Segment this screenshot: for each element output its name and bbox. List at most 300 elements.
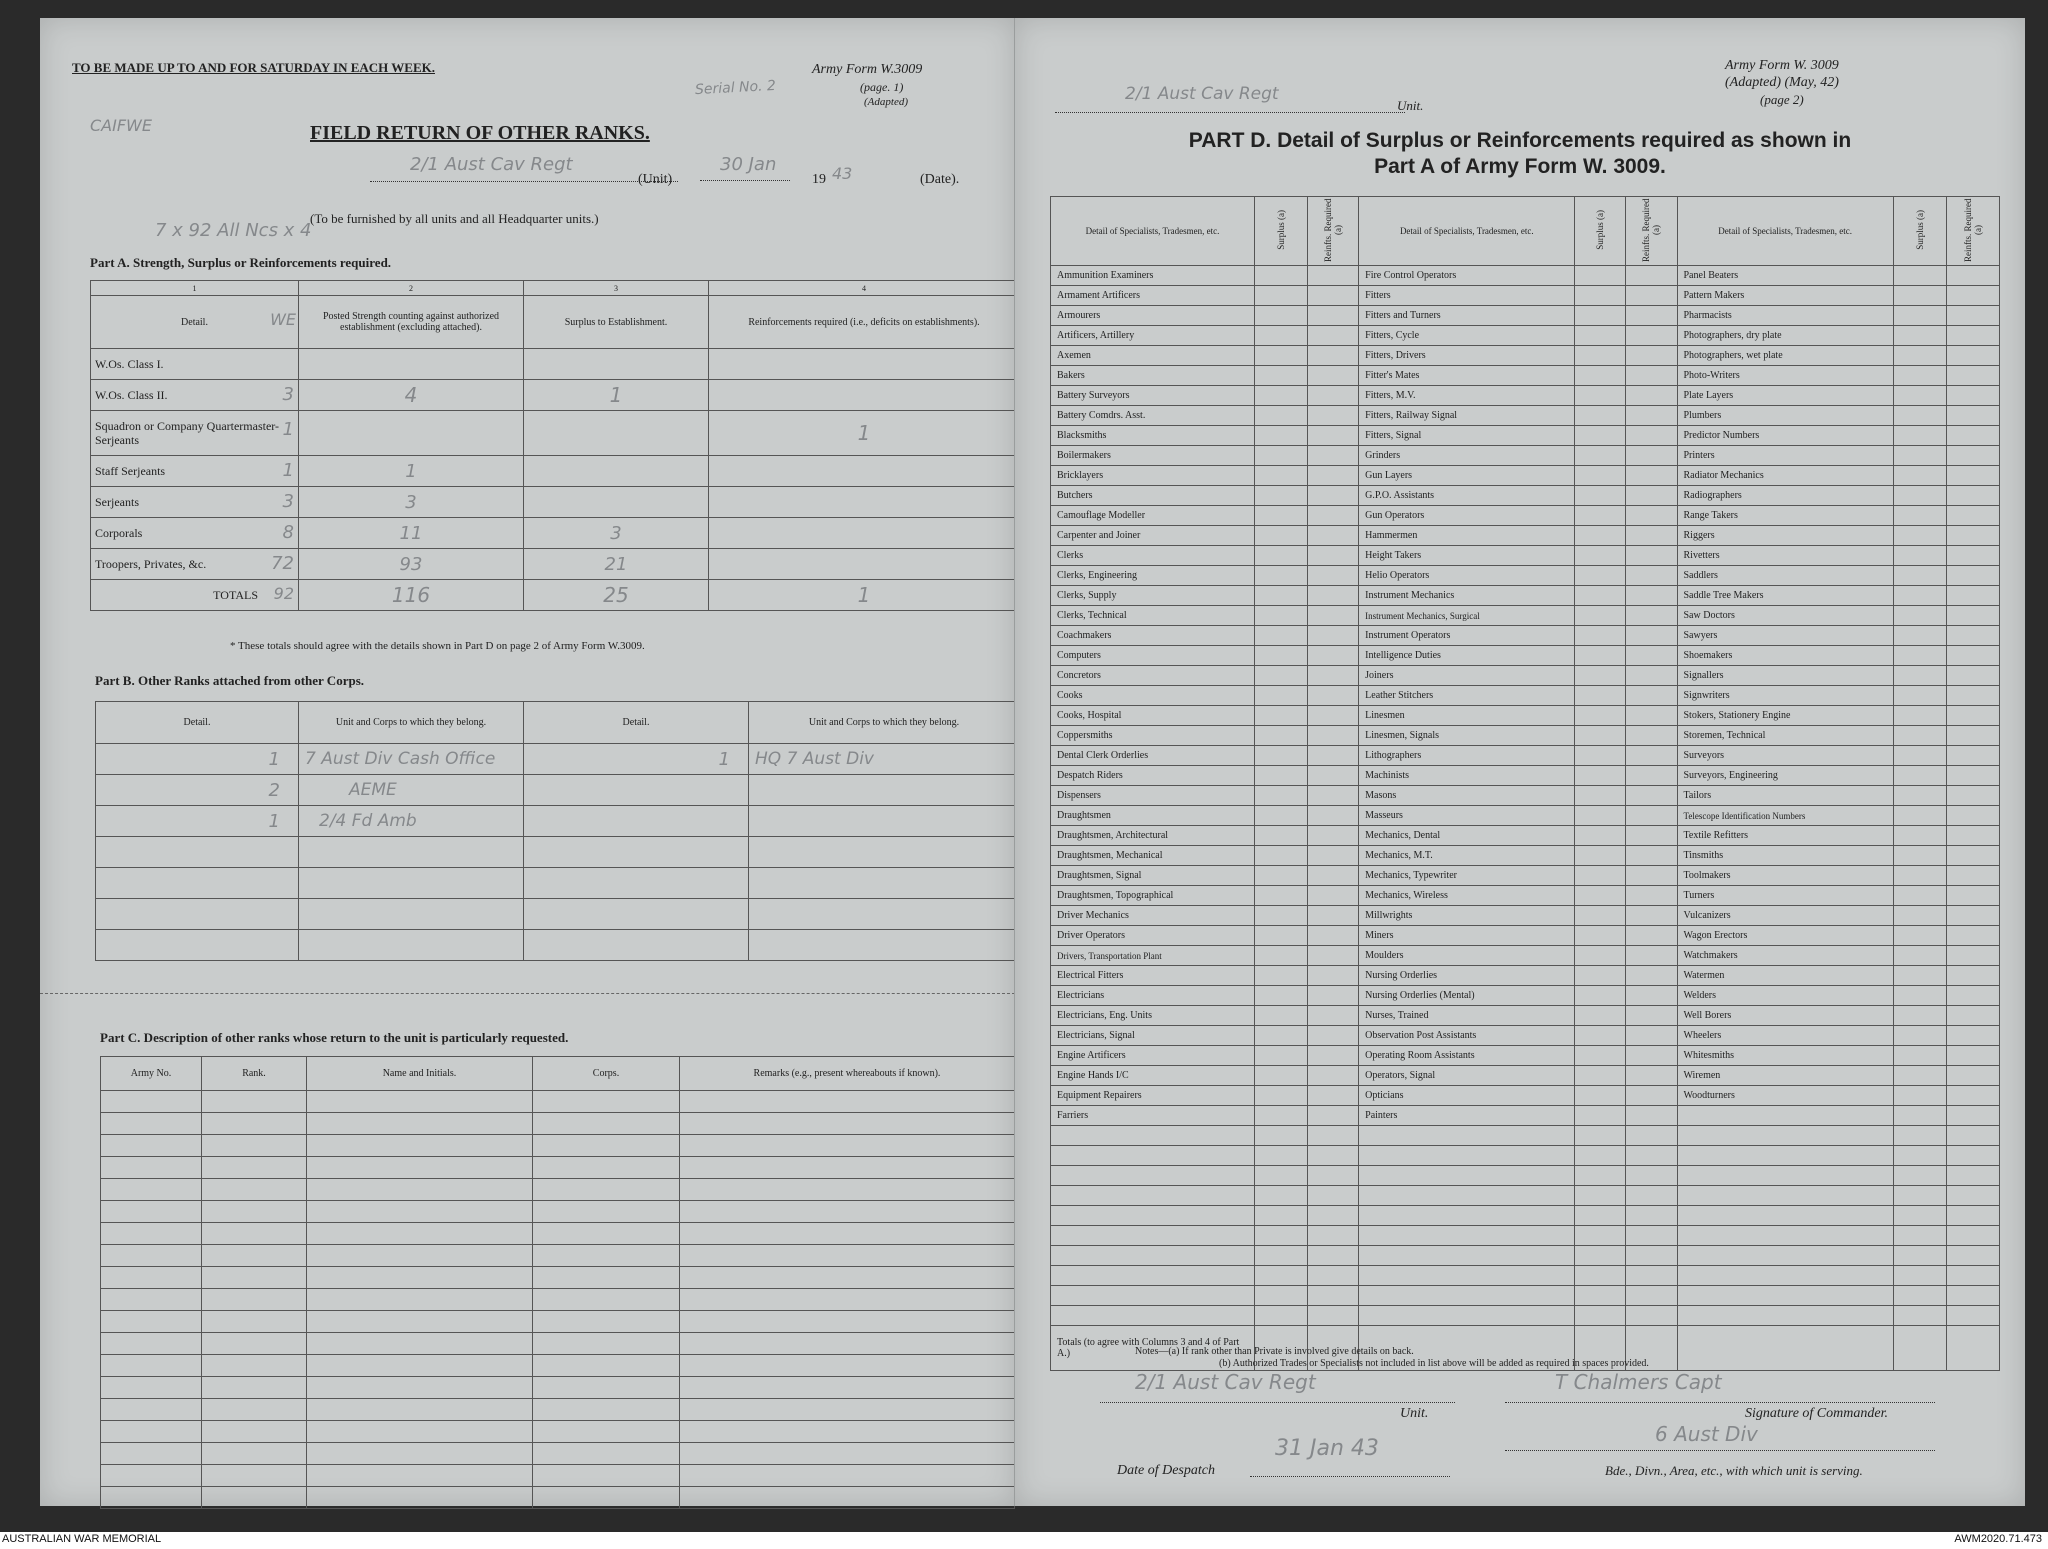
reinf-cell[interactable]	[1946, 586, 1999, 606]
reinf-cell[interactable]	[1946, 646, 1999, 666]
reinf-cell[interactable]	[1946, 346, 1999, 366]
blank-cell[interactable]	[1308, 1306, 1359, 1326]
surplus-cell[interactable]	[1893, 606, 1946, 626]
reinf-cell[interactable]	[1946, 926, 1999, 946]
surplus-cell[interactable]	[1893, 406, 1946, 426]
blank-cell[interactable]	[1255, 1226, 1308, 1246]
reinf-cell[interactable]	[1626, 986, 1677, 1006]
reinf-cell[interactable]	[1626, 346, 1677, 366]
surplus-cell[interactable]	[1575, 626, 1626, 646]
surplus-cell[interactable]	[1893, 366, 1946, 386]
reinf-cell[interactable]	[1626, 726, 1677, 746]
surplus-cell[interactable]	[1893, 546, 1946, 566]
surplus-cell[interactable]	[1575, 1126, 1626, 1146]
surplus-cell[interactable]	[1893, 566, 1946, 586]
surplus-cell[interactable]	[1255, 806, 1308, 826]
blank-cell[interactable]	[1626, 1166, 1677, 1186]
surplus-cell[interactable]	[1893, 306, 1946, 326]
reinf-cell[interactable]	[1946, 666, 1999, 686]
reinf-cell[interactable]	[1626, 306, 1677, 326]
reinf-cell[interactable]	[1308, 566, 1359, 586]
surplus-cell[interactable]	[1893, 526, 1946, 546]
blank-cell[interactable]	[1893, 1186, 1946, 1206]
surplus-cell[interactable]	[1575, 1066, 1626, 1086]
reinf-cell[interactable]	[1946, 446, 1999, 466]
reinf-cell[interactable]	[1626, 526, 1677, 546]
surplus-cell[interactable]	[1575, 346, 1626, 366]
reinf-cell[interactable]	[1946, 966, 1999, 986]
reinf-cell[interactable]	[1626, 386, 1677, 406]
reinf-cell[interactable]	[1626, 786, 1677, 806]
surplus-cell[interactable]	[1575, 906, 1626, 926]
reinf-cell[interactable]	[1308, 306, 1359, 326]
surplus-cell[interactable]	[1575, 366, 1626, 386]
reinf-cell[interactable]	[1308, 746, 1359, 766]
surplus-cell[interactable]	[1893, 1106, 1946, 1126]
reinf-cell[interactable]	[1946, 286, 1999, 306]
reinf-cell[interactable]	[1626, 926, 1677, 946]
reinf-cell[interactable]	[1946, 726, 1999, 746]
surplus-cell[interactable]	[1893, 586, 1946, 606]
surplus-cell[interactable]	[1255, 266, 1308, 286]
reinf-cell[interactable]	[1946, 1146, 1999, 1166]
reinf-cell[interactable]	[1626, 806, 1677, 826]
blank-cell[interactable]	[1626, 1206, 1677, 1226]
reinf-cell[interactable]	[1308, 846, 1359, 866]
surplus-cell[interactable]	[1575, 846, 1626, 866]
reinf-cell[interactable]	[1308, 626, 1359, 646]
surplus-cell[interactable]	[1255, 486, 1308, 506]
surplus-cell[interactable]	[1575, 526, 1626, 546]
surplus-cell[interactable]	[1893, 906, 1946, 926]
surplus-cell[interactable]	[1255, 646, 1308, 666]
blank-cell[interactable]	[1946, 1166, 1999, 1186]
surplus-cell[interactable]	[1575, 826, 1626, 846]
reinf-cell[interactable]	[1946, 386, 1999, 406]
reinf-cell[interactable]	[1308, 586, 1359, 606]
reinf-cell[interactable]	[1946, 1006, 1999, 1026]
reinf-cell[interactable]	[1946, 766, 1999, 786]
reinf-cell[interactable]	[1308, 866, 1359, 886]
reinf-cell[interactable]	[1626, 646, 1677, 666]
surplus-cell[interactable]	[1893, 726, 1946, 746]
reinf-cell[interactable]	[1308, 406, 1359, 426]
surplus-cell[interactable]	[1893, 826, 1946, 846]
reinf-cell[interactable]	[1946, 706, 1999, 726]
blank-cell[interactable]	[1308, 1166, 1359, 1186]
reinf-cell[interactable]	[1626, 1026, 1677, 1046]
surplus-cell[interactable]	[1575, 1006, 1626, 1026]
reinf-cell[interactable]	[1626, 1146, 1677, 1166]
reinf-cell[interactable]	[1308, 1026, 1359, 1046]
reinf-cell[interactable]	[1308, 886, 1359, 906]
reinf-cell[interactable]	[1626, 446, 1677, 466]
blank-cell[interactable]	[1626, 1266, 1677, 1286]
blank-cell[interactable]	[1575, 1226, 1626, 1246]
reinf-cell[interactable]	[1626, 666, 1677, 686]
blank-cell[interactable]	[1575, 1286, 1626, 1306]
reinf-cell[interactable]	[1308, 386, 1359, 406]
reinf-cell[interactable]	[1946, 786, 1999, 806]
blank-cell[interactable]	[1255, 1206, 1308, 1226]
blank-cell[interactable]	[1946, 1246, 1999, 1266]
surplus-cell[interactable]	[1893, 766, 1946, 786]
surplus-cell[interactable]	[1255, 306, 1308, 326]
reinf-cell[interactable]	[1946, 326, 1999, 346]
surplus-cell[interactable]	[1255, 546, 1308, 566]
reinf-cell[interactable]	[1946, 846, 1999, 866]
surplus-cell[interactable]	[1255, 666, 1308, 686]
surplus-cell[interactable]	[1575, 686, 1626, 706]
reinf-cell[interactable]	[1308, 946, 1359, 966]
blank-cell[interactable]	[1308, 1226, 1359, 1246]
reinf-cell[interactable]	[1308, 806, 1359, 826]
surplus-cell[interactable]	[1575, 486, 1626, 506]
reinf-cell[interactable]	[1946, 406, 1999, 426]
surplus-cell[interactable]	[1893, 1086, 1946, 1106]
reinf-cell[interactable]	[1626, 426, 1677, 446]
reinf-cell[interactable]	[1308, 826, 1359, 846]
surplus-cell[interactable]	[1893, 266, 1946, 286]
surplus-cell[interactable]	[1893, 626, 1946, 646]
reinf-cell[interactable]	[1626, 1006, 1677, 1026]
surplus-cell[interactable]	[1575, 866, 1626, 886]
reinf-cell[interactable]	[1946, 806, 1999, 826]
surplus-cell[interactable]	[1575, 1146, 1626, 1166]
surplus-cell[interactable]	[1255, 1046, 1308, 1066]
surplus-cell[interactable]	[1893, 886, 1946, 906]
surplus-cell[interactable]	[1575, 326, 1626, 346]
reinf-cell[interactable]	[1308, 726, 1359, 746]
surplus-cell[interactable]	[1893, 946, 1946, 966]
reinf-cell[interactable]	[1626, 1106, 1677, 1126]
surplus-cell[interactable]	[1893, 706, 1946, 726]
reinf-cell[interactable]	[1308, 546, 1359, 566]
surplus-cell[interactable]	[1893, 986, 1946, 1006]
reinf-cell[interactable]	[1308, 666, 1359, 686]
reinf-cell[interactable]	[1626, 326, 1677, 346]
surplus-cell[interactable]	[1893, 866, 1946, 886]
surplus-cell[interactable]	[1893, 1066, 1946, 1086]
reinf-cell[interactable]	[1946, 946, 1999, 966]
blank-cell[interactable]	[1308, 1266, 1359, 1286]
surplus-cell[interactable]	[1575, 546, 1626, 566]
surplus-cell[interactable]	[1893, 806, 1946, 826]
surplus-cell[interactable]	[1893, 466, 1946, 486]
surplus-cell[interactable]	[1893, 666, 1946, 686]
reinf-cell[interactable]	[1946, 1086, 1999, 1106]
reinf-cell[interactable]	[1626, 586, 1677, 606]
surplus-cell[interactable]	[1255, 626, 1308, 646]
reinf-cell[interactable]	[1626, 466, 1677, 486]
surplus-cell[interactable]	[1575, 926, 1626, 946]
reinf-cell[interactable]	[1626, 706, 1677, 726]
surplus-cell[interactable]	[1255, 926, 1308, 946]
surplus-cell[interactable]	[1255, 706, 1308, 726]
surplus-cell[interactable]	[1255, 906, 1308, 926]
surplus-cell[interactable]	[1575, 566, 1626, 586]
blank-cell[interactable]	[1946, 1206, 1999, 1226]
reinf-cell[interactable]	[1946, 466, 1999, 486]
blank-cell[interactable]	[1626, 1286, 1677, 1306]
reinf-cell[interactable]	[1626, 366, 1677, 386]
reinf-cell[interactable]	[1308, 926, 1359, 946]
blank-cell[interactable]	[1893, 1306, 1946, 1326]
surplus-cell[interactable]	[1255, 566, 1308, 586]
surplus-cell[interactable]	[1575, 986, 1626, 1006]
surplus-cell[interactable]	[1255, 366, 1308, 386]
blank-cell[interactable]	[1308, 1206, 1359, 1226]
surplus-cell[interactable]	[1575, 706, 1626, 726]
reinf-cell[interactable]	[1308, 646, 1359, 666]
reinf-cell[interactable]	[1946, 626, 1999, 646]
reinf-cell[interactable]	[1308, 1006, 1359, 1026]
reinf-cell[interactable]	[1946, 486, 1999, 506]
surplus-cell[interactable]	[1255, 426, 1308, 446]
blank-cell[interactable]	[1946, 1286, 1999, 1306]
blank-cell[interactable]	[1255, 1266, 1308, 1286]
surplus-cell[interactable]	[1255, 846, 1308, 866]
total-cell[interactable]	[1946, 1326, 1999, 1371]
surplus-cell[interactable]	[1575, 266, 1626, 286]
surplus-cell[interactable]	[1255, 406, 1308, 426]
reinf-cell[interactable]	[1626, 486, 1677, 506]
reinf-cell[interactable]	[1308, 506, 1359, 526]
reinf-cell[interactable]	[1946, 306, 1999, 326]
reinf-cell[interactable]	[1946, 546, 1999, 566]
surplus-cell[interactable]	[1893, 446, 1946, 466]
surplus-cell[interactable]	[1255, 766, 1308, 786]
surplus-cell[interactable]	[1255, 746, 1308, 766]
blank-cell[interactable]	[1893, 1226, 1946, 1246]
surplus-cell[interactable]	[1575, 1086, 1626, 1106]
surplus-cell[interactable]	[1255, 506, 1308, 526]
reinf-cell[interactable]	[1946, 506, 1999, 526]
surplus-cell[interactable]	[1255, 586, 1308, 606]
blank-cell[interactable]	[1626, 1246, 1677, 1266]
surplus-cell[interactable]	[1575, 306, 1626, 326]
reinf-cell[interactable]	[1946, 1026, 1999, 1046]
surplus-cell[interactable]	[1255, 946, 1308, 966]
reinf-cell[interactable]	[1626, 946, 1677, 966]
surplus-cell[interactable]	[1893, 426, 1946, 446]
surplus-cell[interactable]	[1255, 686, 1308, 706]
reinf-cell[interactable]	[1308, 326, 1359, 346]
surplus-cell[interactable]	[1255, 1026, 1308, 1046]
blank-cell[interactable]	[1946, 1226, 1999, 1246]
reinf-cell[interactable]	[1626, 686, 1677, 706]
reinf-cell[interactable]	[1946, 366, 1999, 386]
reinf-cell[interactable]	[1308, 766, 1359, 786]
reinf-cell[interactable]	[1308, 486, 1359, 506]
surplus-cell[interactable]	[1255, 346, 1308, 366]
reinf-cell[interactable]	[1946, 866, 1999, 886]
blank-cell[interactable]	[1255, 1186, 1308, 1206]
reinf-cell[interactable]	[1946, 686, 1999, 706]
reinf-cell[interactable]	[1946, 1126, 1999, 1146]
surplus-cell[interactable]	[1575, 586, 1626, 606]
reinf-cell[interactable]	[1308, 346, 1359, 366]
surplus-cell[interactable]	[1255, 1086, 1308, 1106]
reinf-cell[interactable]	[1626, 566, 1677, 586]
surplus-cell[interactable]	[1575, 426, 1626, 446]
surplus-cell[interactable]	[1575, 446, 1626, 466]
blank-cell[interactable]	[1626, 1226, 1677, 1246]
reinf-cell[interactable]	[1946, 566, 1999, 586]
surplus-cell[interactable]	[1255, 326, 1308, 346]
blank-cell[interactable]	[1575, 1306, 1626, 1326]
surplus-cell[interactable]	[1893, 1026, 1946, 1046]
reinf-cell[interactable]	[1308, 966, 1359, 986]
total-cell[interactable]	[1893, 1326, 1946, 1371]
reinf-cell[interactable]	[1626, 406, 1677, 426]
blank-cell[interactable]	[1946, 1186, 1999, 1206]
total-cell[interactable]	[1677, 1326, 1893, 1371]
blank-cell[interactable]	[1255, 1286, 1308, 1306]
reinf-cell[interactable]	[1626, 1086, 1677, 1106]
reinf-cell[interactable]	[1308, 426, 1359, 446]
surplus-cell[interactable]	[1893, 326, 1946, 346]
reinf-cell[interactable]	[1946, 826, 1999, 846]
surplus-cell[interactable]	[1893, 786, 1946, 806]
surplus-cell[interactable]	[1255, 786, 1308, 806]
reinf-cell[interactable]	[1626, 1126, 1677, 1146]
surplus-cell[interactable]	[1575, 946, 1626, 966]
surplus-cell[interactable]	[1575, 666, 1626, 686]
blank-cell[interactable]	[1893, 1246, 1946, 1266]
surplus-cell[interactable]	[1893, 966, 1946, 986]
blank-cell[interactable]	[1575, 1166, 1626, 1186]
reinf-cell[interactable]	[1946, 986, 1999, 1006]
reinf-cell[interactable]	[1626, 1046, 1677, 1066]
blank-cell[interactable]	[1575, 1246, 1626, 1266]
reinf-cell[interactable]	[1626, 626, 1677, 646]
surplus-cell[interactable]	[1255, 1146, 1308, 1166]
reinf-cell[interactable]	[1626, 966, 1677, 986]
surplus-cell[interactable]	[1255, 866, 1308, 886]
surplus-cell[interactable]	[1255, 286, 1308, 306]
surplus-cell[interactable]	[1575, 786, 1626, 806]
reinf-cell[interactable]	[1946, 1106, 1999, 1126]
surplus-cell[interactable]	[1255, 386, 1308, 406]
surplus-cell[interactable]	[1255, 606, 1308, 626]
surplus-cell[interactable]	[1575, 966, 1626, 986]
blank-cell[interactable]	[1946, 1266, 1999, 1286]
surplus-cell[interactable]	[1255, 966, 1308, 986]
reinf-cell[interactable]	[1308, 366, 1359, 386]
surplus-cell[interactable]	[1893, 486, 1946, 506]
reinf-cell[interactable]	[1946, 606, 1999, 626]
reinf-cell[interactable]	[1626, 546, 1677, 566]
surplus-cell[interactable]	[1255, 826, 1308, 846]
surplus-cell[interactable]	[1893, 1006, 1946, 1026]
surplus-cell[interactable]	[1255, 526, 1308, 546]
reinf-cell[interactable]	[1626, 506, 1677, 526]
blank-cell[interactable]	[1308, 1286, 1359, 1306]
reinf-cell[interactable]	[1626, 286, 1677, 306]
surplus-cell[interactable]	[1255, 446, 1308, 466]
surplus-cell[interactable]	[1255, 1106, 1308, 1126]
blank-cell[interactable]	[1575, 1266, 1626, 1286]
surplus-cell[interactable]	[1575, 806, 1626, 826]
reinf-cell[interactable]	[1308, 1126, 1359, 1146]
reinf-cell[interactable]	[1946, 1046, 1999, 1066]
surplus-cell[interactable]	[1575, 766, 1626, 786]
reinf-cell[interactable]	[1946, 526, 1999, 546]
surplus-cell[interactable]	[1255, 1126, 1308, 1146]
blank-cell[interactable]	[1255, 1306, 1308, 1326]
surplus-cell[interactable]	[1893, 506, 1946, 526]
reinf-cell[interactable]	[1626, 606, 1677, 626]
surplus-cell[interactable]	[1575, 606, 1626, 626]
reinf-cell[interactable]	[1308, 606, 1359, 626]
surplus-cell[interactable]	[1255, 1066, 1308, 1086]
surplus-cell[interactable]	[1575, 506, 1626, 526]
reinf-cell[interactable]	[1308, 1046, 1359, 1066]
surplus-cell[interactable]	[1575, 466, 1626, 486]
reinf-cell[interactable]	[1308, 526, 1359, 546]
surplus-cell[interactable]	[1575, 1026, 1626, 1046]
blank-cell[interactable]	[1946, 1306, 1999, 1326]
reinf-cell[interactable]	[1626, 826, 1677, 846]
blank-cell[interactable]	[1575, 1206, 1626, 1226]
surplus-cell[interactable]	[1575, 286, 1626, 306]
blank-cell[interactable]	[1893, 1286, 1946, 1306]
reinf-cell[interactable]	[1308, 1106, 1359, 1126]
blank-cell[interactable]	[1626, 1306, 1677, 1326]
reinf-cell[interactable]	[1946, 426, 1999, 446]
blank-cell[interactable]	[1308, 1246, 1359, 1266]
blank-cell[interactable]	[1255, 1246, 1308, 1266]
blank-cell[interactable]	[1893, 1266, 1946, 1286]
surplus-cell[interactable]	[1255, 886, 1308, 906]
reinf-cell[interactable]	[1308, 1066, 1359, 1086]
surplus-cell[interactable]	[1893, 926, 1946, 946]
surplus-cell[interactable]	[1575, 386, 1626, 406]
surplus-cell[interactable]	[1575, 646, 1626, 666]
surplus-cell[interactable]	[1893, 1126, 1946, 1146]
blank-cell[interactable]	[1893, 1206, 1946, 1226]
reinf-cell[interactable]	[1308, 686, 1359, 706]
reinf-cell[interactable]	[1308, 906, 1359, 926]
blank-cell[interactable]	[1626, 1186, 1677, 1206]
reinf-cell[interactable]	[1308, 286, 1359, 306]
reinf-cell[interactable]	[1626, 906, 1677, 926]
blank-cell[interactable]	[1893, 1166, 1946, 1186]
surplus-cell[interactable]	[1893, 1146, 1946, 1166]
reinf-cell[interactable]	[1946, 266, 1999, 286]
surplus-cell[interactable]	[1893, 1046, 1946, 1066]
reinf-cell[interactable]	[1946, 746, 1999, 766]
blank-cell[interactable]	[1255, 1166, 1308, 1186]
reinf-cell[interactable]	[1626, 886, 1677, 906]
surplus-cell[interactable]	[1255, 1006, 1308, 1026]
reinf-cell[interactable]	[1626, 266, 1677, 286]
reinf-cell[interactable]	[1308, 986, 1359, 1006]
reinf-cell[interactable]	[1308, 1146, 1359, 1166]
surplus-cell[interactable]	[1893, 846, 1946, 866]
reinf-cell[interactable]	[1626, 766, 1677, 786]
surplus-cell[interactable]	[1893, 286, 1946, 306]
reinf-cell[interactable]	[1308, 786, 1359, 806]
surplus-cell[interactable]	[1255, 986, 1308, 1006]
blank-cell[interactable]	[1575, 1186, 1626, 1206]
reinf-cell[interactable]	[1626, 866, 1677, 886]
reinf-cell[interactable]	[1308, 1086, 1359, 1106]
surplus-cell[interactable]	[1575, 1106, 1626, 1126]
reinf-cell[interactable]	[1946, 906, 1999, 926]
surplus-cell[interactable]	[1575, 726, 1626, 746]
